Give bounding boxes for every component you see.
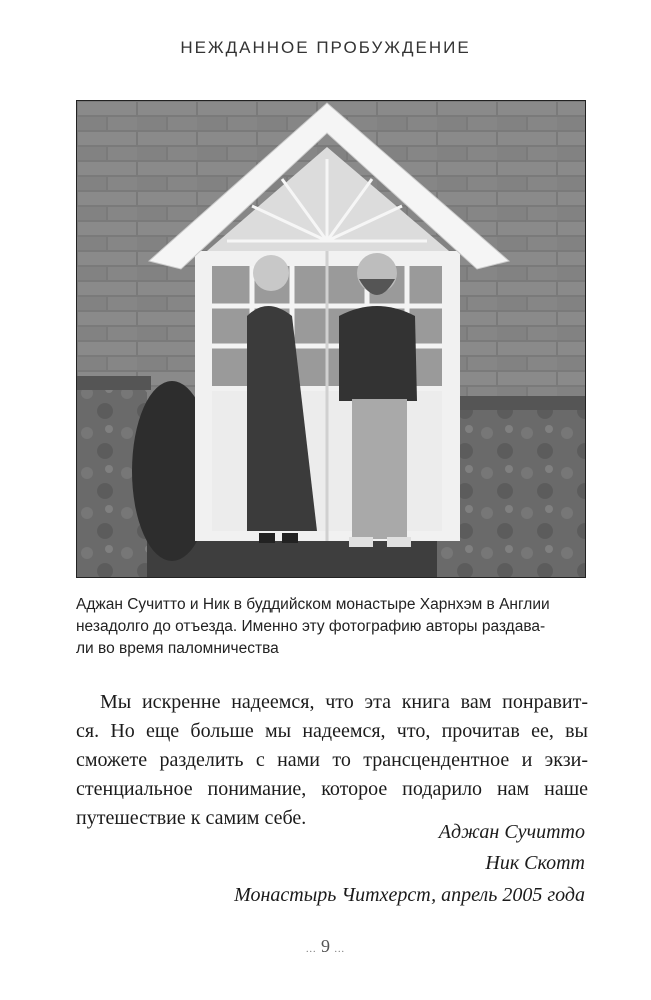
body-line: ся. Но еще больше мы надеемся, что, прочитав ее, вы bbox=[76, 720, 588, 742]
running-head: НЕЖДАННОЕ ПРОБУЖДЕНИЕ bbox=[180, 38, 471, 57]
caption-line: ли во время паломничества bbox=[76, 640, 279, 657]
body-line: Мы искренне надеемся, что эта книга вам понравит- bbox=[100, 691, 588, 713]
photograph bbox=[76, 100, 586, 578]
body-paragraph bbox=[76, 688, 588, 833]
folio-dots-left: ... bbox=[306, 944, 317, 955]
page-number bbox=[0, 936, 651, 957]
folio-dots-right: ... bbox=[334, 944, 345, 955]
photograph-illustration bbox=[77, 101, 585, 577]
signature-place-date: Монастырь Читхерст, апрель 2005 года bbox=[234, 884, 585, 906]
photo-caption bbox=[76, 594, 588, 660]
body-line: путешествие к самим себе. bbox=[76, 807, 307, 829]
body-line: сможете разделить с нами то трансцендентное и экзи- bbox=[76, 749, 588, 771]
caption-line: незадолго до отъезда. Именно эту фотографию авторы раздава- bbox=[76, 618, 546, 635]
signature-author-1: Аджан Сучитто bbox=[438, 821, 585, 843]
body-line: стенциальное понимание, которое подарило нам наше bbox=[76, 778, 588, 800]
folio-number: 9 bbox=[321, 936, 330, 956]
caption-line: Аджан Сучитто и Ник в буддийском монастыре Харнхэм в Англии bbox=[76, 596, 550, 613]
signature-author-2: Ник Скотт bbox=[485, 852, 585, 874]
